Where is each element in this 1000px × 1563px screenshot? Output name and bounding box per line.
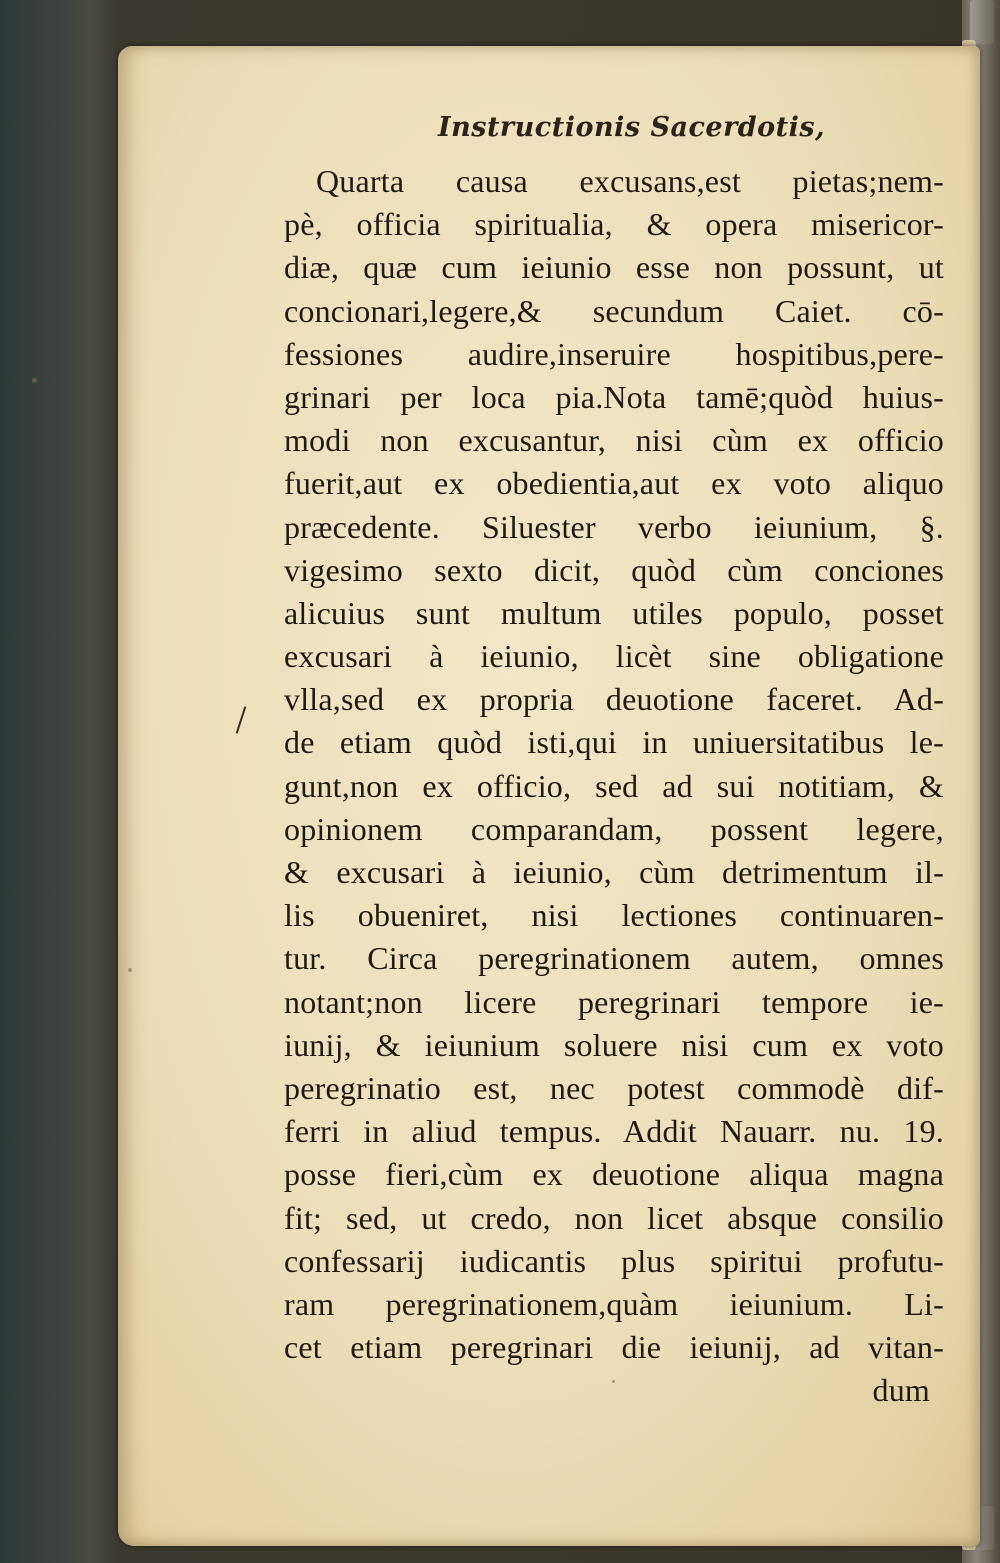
text-line: excusari à ieiunio, licèt sine obligatione [284, 638, 944, 675]
text-line: grinari per loca pia.Nota tamē;quòd huius- [284, 378, 944, 415]
text-line: de etiam quòd isti,qui in uniuersitatibus le- [284, 724, 944, 761]
text-line: diæ, quæ cum ieiunio esse non possunt, ut [284, 249, 944, 286]
text-line: lis obueniret, nisi lectiones continuaren- [284, 897, 944, 934]
text-line: fuerit,aut ex obedientia,aut ex voto aliquo [284, 465, 944, 502]
text-line: concionari,legere,& secundum Caiet. cō- [284, 292, 944, 329]
text-line: confessarij iudicantis plus spiritui profutu- [284, 1242, 944, 1279]
text-line: præcedente. Siluester verbo ieiunium, §. [284, 508, 944, 545]
text-line: alicuius sunt multum utiles populo, posset [284, 594, 944, 631]
text-line: peregrinatio est, nec potest commodè dif- [284, 1069, 944, 1106]
text-line: posse fieri,cùm ex deuotione aliqua magna [284, 1156, 944, 1193]
text-line: pè, officia spiritualia, & opera misericor- [284, 206, 944, 243]
text-line: tur. Circa peregrinationem autem, omnes [284, 940, 944, 977]
text-line: cet etiam peregrinari die ieiunij, ad vitan- [284, 1329, 944, 1366]
text-line: fessiones audire,inseruire hospitibus,pere- [284, 335, 944, 372]
text-line: vigesimo sexto dicit, quòd cùm conciones [284, 551, 944, 588]
text-line: ferri in aliud tempus. Addit Nauarr. nu. 19. [284, 1113, 944, 1150]
speck [128, 968, 132, 972]
text-line: gunt,non ex officio, sed ad sui notitiam, & [284, 767, 944, 804]
text-line: vlla,sed ex propria deuotione faceret. Ad- [284, 681, 944, 718]
text-line: dum [872, 1372, 930, 1409]
text-line: ram peregrinationem,quàm ieiunium. Li- [284, 1285, 944, 1322]
text-line: notant;non licere peregrinari tempore ie- [284, 983, 944, 1020]
text-line: & excusari à ieiunio, cùm detrimentum il- [284, 854, 944, 890]
running-header: Instructionis Sacerdotis, [438, 112, 826, 143]
page-body-text [284, 160, 944, 1412]
text-line: fit; sed, ut credo, non licet absque consilio [284, 1199, 944, 1236]
text-line: iunij, & ieiunium soluere nisi cum ex voto [284, 1026, 944, 1063]
text-line: Quarta causa excusans,est pietas;nem- [316, 163, 944, 199]
text-line: modi non excusantur, nisi cùm ex officio [284, 422, 944, 459]
spine-band [970, 0, 994, 44]
speck [32, 378, 37, 383]
text-line: opinionem comparandam, possent legere, [284, 810, 944, 847]
